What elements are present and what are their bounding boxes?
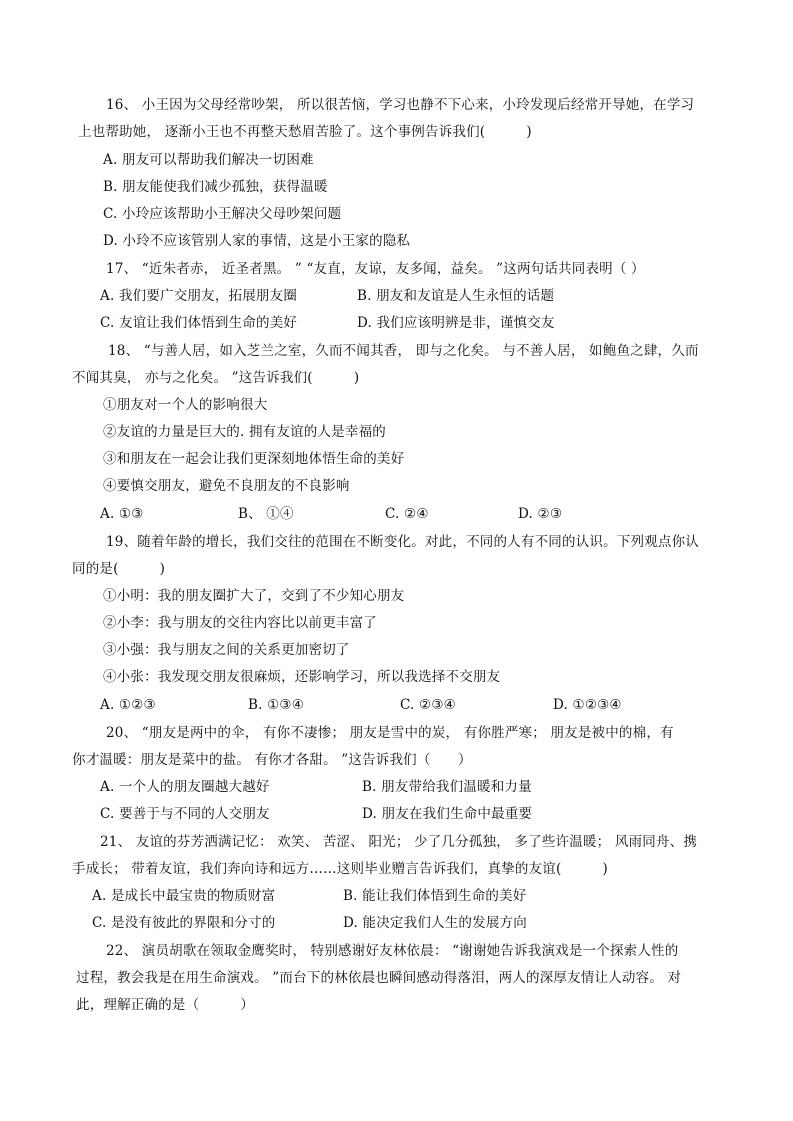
q17-option-c: C. 友谊让我们体悟到生命的美好 xyxy=(100,315,298,331)
q20-option-d: D. 朋友在我们生命中最重要 xyxy=(362,806,533,822)
q16-option-c: C. 小玲应该帮助小王解决父母吵架问题 xyxy=(103,206,342,222)
q20-option-b: B. 朋友带给我们温暖和力量 xyxy=(362,779,532,795)
q19-item-3: ③小强：我与朋友之间的关系更加密切了 xyxy=(103,642,350,658)
q22-stem-line3: 此，理解正确的是（ ） xyxy=(76,997,255,1013)
q19-option-d: D. ①②③④ xyxy=(553,697,622,713)
q18-item-2: ②友谊的力量是巨大的. 拥有友谊的人是幸福的 xyxy=(103,424,386,440)
q17-stem-line1: 17、 “近朱者赤， 近圣者黑。 ” “友直，友谅，友多闻，益矣。 ”这两句话共同表明（ ） xyxy=(106,261,645,277)
q21-stem-line2: 手成长； 带着友谊，我们奔向诗和远方……这则毕业赠言告诉我们，真挚的友谊( ) xyxy=(72,861,609,877)
q18-item-1: ①朋友对一个人的影响很大 xyxy=(103,397,268,413)
q21-option-b: B. 能让我们体悟到生命的美好 xyxy=(343,888,527,904)
q17-option-d: D. 我们应该明辨是非，谨慎交友 xyxy=(357,315,555,331)
q21-stem-line1: 21、 友谊的芬芳洒满记忆： 欢笑、 苦涩、 阳光； 少了几分孤独， 多了些许温暖； 风雨同舟、携 xyxy=(100,834,698,850)
q19-option-c: C. ②③④ xyxy=(400,697,456,713)
q21-option-c: C. 是没有彼此的界限和分寸的 xyxy=(92,915,276,931)
q20-option-c: C. 要善于与不同的人交朋友 xyxy=(100,806,270,822)
q16-stem-line2: 上也帮助她， 逐渐小王也不再整天愁眉苦脸了。这个事例告诉我们( ) xyxy=(78,124,532,140)
q19-item-4: ④小张：我发现交朋友很麻烦，还影响学习，所以我选择不交朋友 xyxy=(103,669,501,685)
q22-stem-line2: 过程，教会我是在用生命演戏。 ”而台下的林依晨也瞬间感动得落泪，两人的深厚友情让人动容。 对 xyxy=(76,970,682,986)
q16-option-b: B. 朋友能使我们减少孤独，获得温暖 xyxy=(103,179,328,195)
q18-option-a: A. ①③ xyxy=(100,506,144,522)
q22-stem-line1: 22、 演员胡歌在领取金鹰奖时， 特别感谢好友林依晨： “谢谢她告诉我演戏是一个探索人性的 xyxy=(106,943,679,959)
q18-item-4: ④要慎交朋友，避免不良朋友的不良影响 xyxy=(103,478,350,494)
q19-option-a: A. ①②③ xyxy=(100,697,156,713)
q18-option-b: B、 ①④ xyxy=(238,506,294,522)
q19-stem-line2: 同的是( ) xyxy=(72,561,166,577)
q18-stem-line2: 不闻其臭， 亦与之化矣。 ”这告诉我们( ) xyxy=(72,370,360,386)
q21-option-d: D. 能决定我们人生的发展方向 xyxy=(343,915,527,931)
q16-stem-line1: 16、 小王因为父母经常吵架， 所以很苦恼，学习也静不下心来，小玲发现后经常开导她，在学习 xyxy=(106,97,695,113)
q18-option-d: D. ②③ xyxy=(518,506,563,522)
q21-option-a: A. 是成长中最宝贵的物质财富 xyxy=(92,888,276,904)
q19-stem-line1: 19、随着年龄的增长，我们交往的范围在不断变化。对此，不同的人有不同的认识。下列观点你认 xyxy=(106,534,699,550)
q19-item-1: ①小明：我的朋友圈扩大了，交到了不少知心朋友 xyxy=(103,588,405,604)
q18-stem-line1: 18、 “与善人居，如入芝兰之室，久而不闻其香， 即与之化矣。 与不善人居， 如鲍鱼之肆，久而 xyxy=(108,343,699,359)
q20-stem-line2: 你才温暖：朋友是菜中的盐。 有你才各甜。 ”这告诉我们（ ） xyxy=(72,752,472,768)
q16-option-a: A. 朋友可以帮助我们解决一切困难 xyxy=(103,152,314,168)
q17-option-a: A. 我们要广交朋友，拓展朋友圈 xyxy=(100,288,298,304)
q19-option-b: B. ①③④ xyxy=(248,697,305,713)
q18-option-c: C. ②④ xyxy=(385,506,429,522)
q17-option-b: B. 朋友和友谊是人生永恒的话题 xyxy=(357,288,555,304)
q19-item-2: ②小李：我与朋友的交往内容比以前更丰富了 xyxy=(103,615,377,631)
q18-item-3: ③和朋友在一起会让我们更深刻地体悟生命的美好 xyxy=(103,451,405,467)
q20-stem-line1: 20、 “朋友是两中的伞， 有你不凄惨； 朋友是雪中的炭， 有你胜严寒； 朋友是被中的棉，有 xyxy=(106,725,674,741)
q20-option-a: A. 一个人的朋友圈越大越好 xyxy=(100,779,270,795)
q16-option-d: D. 小玲不应该管别人家的事情，这是小王家的隐私 xyxy=(103,233,411,249)
